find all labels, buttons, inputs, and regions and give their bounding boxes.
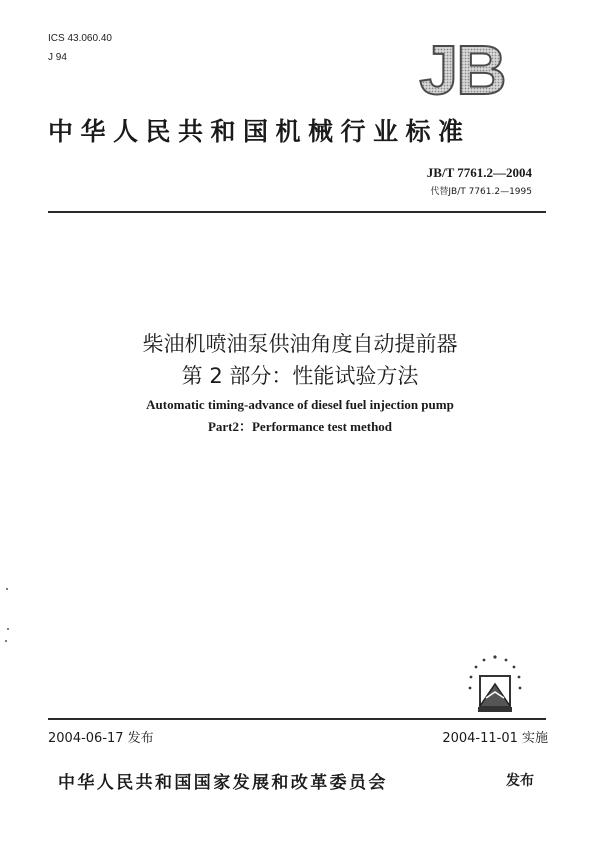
title-en-line2: Part2：Performance test method: [207, 419, 393, 434]
replaced-standard: 代替JB/T 7761.2—1995: [430, 187, 532, 197]
ics-code: ICS 43.060.40: [48, 33, 112, 44]
jb-logo: [404, 36, 520, 100]
title-zh-line2: 第 2 部分：性能试验方法: [181, 364, 419, 388]
publisher-name: 中华人民共和国国家发展和改革委员会: [58, 773, 388, 793]
title-zh-line1: 柴油机喷油泵供油角度自动提前器: [142, 332, 458, 356]
header-divider: [48, 211, 546, 213]
footer-divider: [48, 718, 546, 720]
jb-logo-text: JB: [419, 36, 505, 100]
standard-category-heading: 中华人民共和国机械行业标准: [48, 117, 471, 146]
implementation-date: 2004-11-01 实施: [442, 731, 548, 746]
title-en-line1: Automatic timing-advance of diesel fuel injection pump: [146, 397, 454, 412]
standard-number: JB/T 7761.2—2004: [426, 165, 532, 180]
issue-date: 2004-06-17 发布: [48, 731, 154, 746]
classification-code: J 94: [48, 52, 67, 63]
publish-label: 发布: [506, 773, 534, 789]
publisher-seal-icon: [466, 654, 524, 714]
scan-speck: [5, 640, 7, 642]
scan-speck: [6, 588, 8, 590]
scan-speck: [7, 628, 9, 630]
